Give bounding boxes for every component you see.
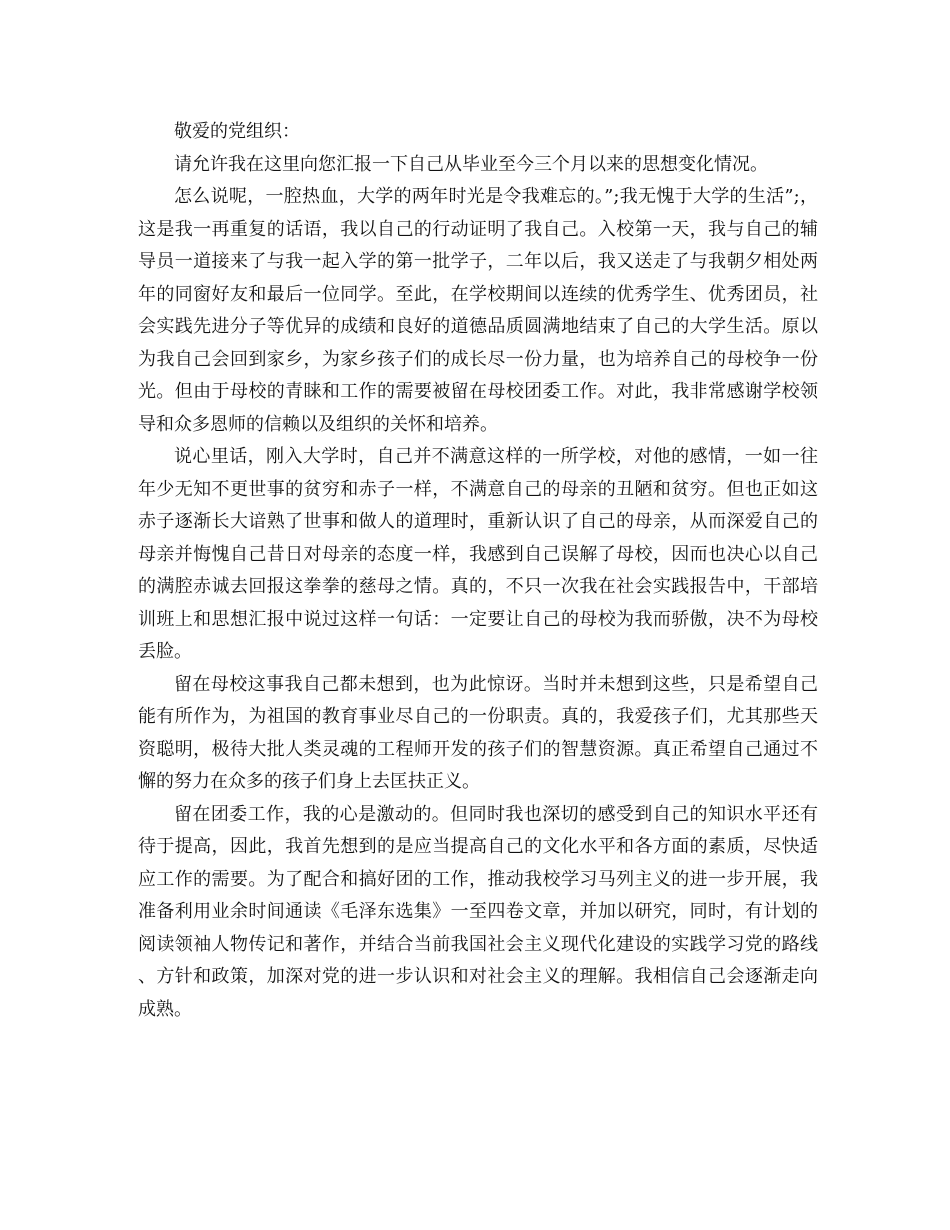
paragraph: 留在团委工作，我的心是激动的。但同时我也深切的感受到自己的知识水平还有待于提高，因此，我首先想到的是应当提高自己的文化水平和各方面的素质，尽快适应工作的需要。为了配合和搞好团的工作，推动我校学习马列主义的进一步开展，我准备利用业余时间通读《毛泽东选集》一至四卷文章，并加以研究，同时，有计划的阅读领袖人物传记和著作，并结合当前我国社会主义现代化建设的实践学习党的路线、方针和政策，加深对党的进一步认识和对社会主义的理解。我相信自己会逐渐走向成熟。	[138, 803, 818, 1020]
letter-body	[138, 116, 818, 1026]
paragraph: 留在母校这事我自己都未想到，也为此惊讶。当时并未想到这些，只是希望自己能有所作为，为祖国的教育事业尽自己的一份职责。真的，我爱孩子们，尤其那些天资聪明，极待大批人类灵魂的工程师开发的孩子们的智慧资源。真正希望自己通过不懈的努力在众多的孩子们身上去匡扶正义。	[138, 673, 818, 792]
paragraph: 怎么说呢，一腔热血，大学的两年时光是令我难忘的。”;我无愧于大学的生活”;，这是我一再重复的话语，我以自己的行动证明了我自己。入校第一天，我与自己的辅导员一道接来了与我一起入学的第一批学子，二年以后，我又送走了与我朝夕相处两年的同窗好友和最后一位同学。至此，在学校期间以连续的优秀学生、优秀团员，社会实践先进分子等优异的成绩和良好的道德品质圆满地结束了自己的大学生活。原以为我自己会回到家乡，为家乡孩子们的成长尽一份力量，也为培养自己的母校争一份光。但由于母校的青睐和工作的需要被留在母校团委工作。对此，我非常感谢学校领导和众多恩师的信赖以及组织的关怀和培养。	[138, 186, 818, 435]
paragraph: 请允许我在这里向您汇报一下自己从毕业至今三个月以来的思想变化情况。	[174, 153, 768, 175]
salutation: 敬爱的党组织：	[174, 121, 300, 142]
paragraph: 说心里话，刚入大学时，自己并不满意这样的一所学校，对他的感情，一如一往年少无知不更世事的贫穷和赤子一样，不满意自己的母亲的丑陋和贫穷。但也正如这赤子逐渐长大谙熟了世事和做人的道理时，重新认识了自己的母亲，从而深爱自己的母亲并悔愧自己昔日对母亲的态度一样，我感到自己误解了母校，因而也决心以自己的满腔赤诚去回报这拳拳的慈母之情。真的，不只一次我在社会实践报告中，干部培训班上和思想汇报中说过这样一句话：一定要让自己的母校为我而骄傲，决不为母校丢脸。	[138, 446, 818, 662]
